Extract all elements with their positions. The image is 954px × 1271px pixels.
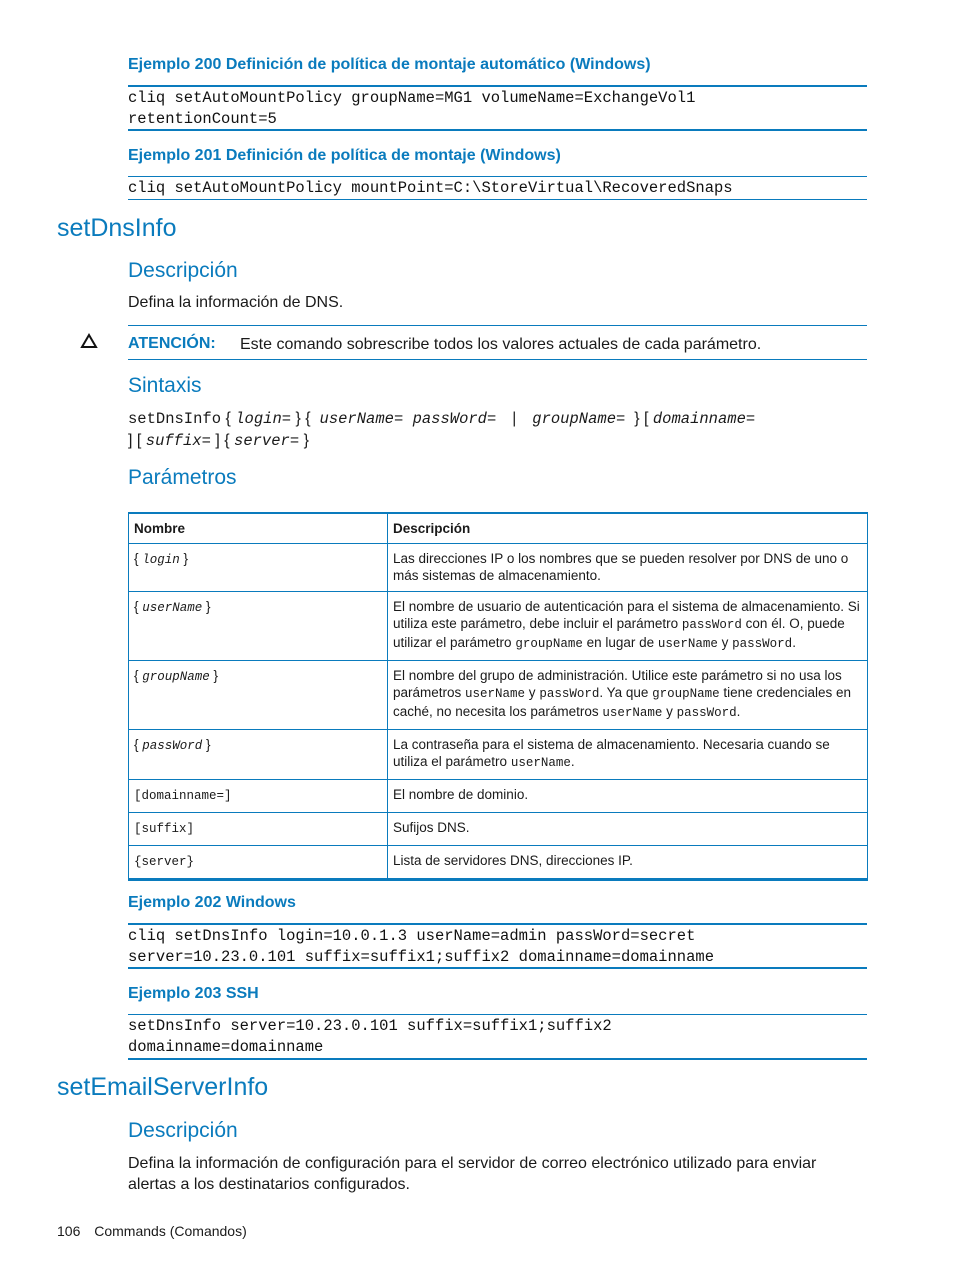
syntax-suffix: suffix= [145,432,211,450]
code-line: server=10.23.0.101 suffix=suffix1;suffix2 domainname=domainname [128,948,714,966]
column-header-name: Nombre [129,513,388,544]
param-description: Lista de servidores DNS, direcciones IP. [388,846,868,880]
param-name: { userName } [129,592,388,661]
param-name: { groupName } [129,661,388,730]
param-name: { passWord } [129,730,388,780]
param-description: El nombre de dominio. [388,780,868,813]
code-line: cliq setAutoMountPolicy groupName=MG1 volumeName=ExchangeVol1 [128,89,696,107]
table-row [129,846,868,880]
example-203-title: Ejemplo 203 SSH [128,985,259,1002]
param-description: Las direcciones IP o los nombres que se pueden resolver por DNS de uno o más sistemas de almacenamiento. [388,544,868,592]
table-header-row [129,513,868,544]
description-text: Defina la información de DNS. [128,294,344,311]
syntax-password: passWord= [412,410,497,428]
param-description: El nombre de usuario de autenticación para el sistema de almacenamiento. Si utiliza este parámetro, debe incluir el parámetro passWord con él. O, puede utilizar el parámetro groupName en lugar de userName y passWord. [388,592,868,661]
description-text [128,1153,873,1195]
attention-text: Este comando sobrescribe todos los valores actuales de cada parámetro. [240,336,762,353]
syntax-line-1: setDnsInfo { login= } { userName= passWord= | groupName= } [ domainname= [128,410,756,428]
syntax-command: setDnsInfo [128,410,222,428]
description-heading: Descripción [128,259,238,282]
table-row [129,661,868,730]
parameters-heading: Parámetros [128,466,237,489]
example-200-code [128,85,867,131]
parameters-table [128,512,868,881]
code-line: retentionCount=5 [128,110,277,128]
syntax-login: login= [235,410,292,428]
param-name: {server} [129,846,388,880]
table-row [129,544,868,592]
example-203-code [128,1014,867,1060]
footer-section: Commands (Comandos) [94,1223,247,1239]
attention-label: ATENCIÓN: [128,335,216,352]
syntax-line-2: ] [ suffix= ] { server= } [128,432,309,450]
description-heading: Descripción [128,1119,238,1142]
section-heading-setemailserverinfo: setEmailServerInfo [57,1073,269,1101]
syntax-username: userName= [319,410,404,428]
syntax-pipe: | [509,410,519,428]
param-description: La contraseña para el sistema de almacenamiento. Necesaria cuando se utiliza el parámetro userName. [388,730,868,780]
example-200-title: Ejemplo 200 Definición de política de montaje automático (Windows) [128,56,651,73]
warning-triangle-icon [80,333,98,349]
table-row [129,730,868,780]
param-name: { login } [129,544,388,592]
table-row [129,780,868,813]
example-202-code [128,923,867,969]
code-line: domainname=domainname [128,1038,324,1056]
example-201-code [128,176,867,200]
param-description: El nombre del grupo de administración. Utilice este parámetro si no usa los parámetros userName y passWord. Ya que groupName tiene credenciales en caché, no necesita los parámetros userName y passWord. [388,661,868,730]
param-name: [domainname=] [129,780,388,813]
footer [57,1223,247,1239]
syntax-groupname: groupName= [532,410,626,428]
param-name: [suffix] [129,813,388,846]
code-line: setDnsInfo server=10.23.0.101 suffix=suffix1;suffix2 [128,1017,612,1035]
syntax-domainname: domainname= [652,410,756,428]
example-201-title: Ejemplo 201 Definición de política de montaje (Windows) [128,147,561,164]
table-row [129,592,868,661]
code-line: cliq setAutoMountPolicy mountPoint=C:\StoreVirtual\RecoveredSnaps [128,179,733,197]
code-line: cliq setDnsInfo login=10.0.1.3 userName=admin passWord=secret [128,927,696,945]
page-number: 106 [57,1223,81,1239]
table-row [129,813,868,846]
param-description: Sufijos DNS. [388,813,868,846]
section-heading-setdnsinfo: setDnsInfo [57,214,177,242]
column-header-description: Descripción [388,513,868,544]
description-line: Defina la información de configuración para el servidor de correo electrónico utilizado para enviar [128,1155,817,1172]
syntax-heading: Sintaxis [128,374,202,397]
example-202-title: Ejemplo 202 Windows [128,894,296,911]
syntax-server: server= [234,432,300,450]
description-line: alertas a los destinatarios configurados. [128,1176,410,1193]
